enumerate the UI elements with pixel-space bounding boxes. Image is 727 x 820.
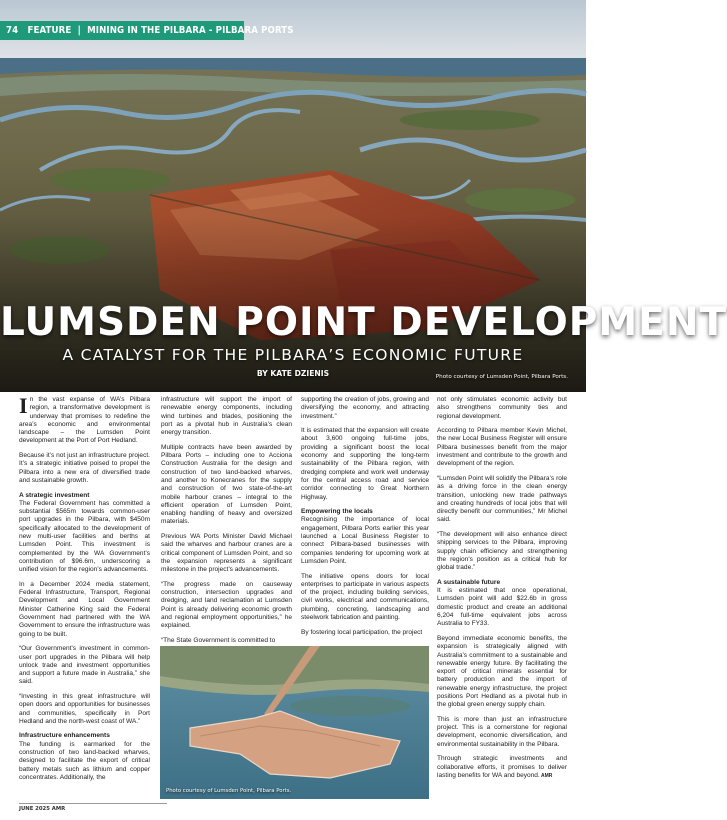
paragraph [301, 396, 429, 421]
paragraph-text: “Our Government’s investment in common-user port upgrades in the Pilbara will help unlock trade and investment opportunities and support a future made in Australia,” she said. [19, 645, 150, 686]
section-header-bar: 74 FEATURE | MINING IN THE PILBARA - PILBARA PORTS [0, 21, 244, 40]
paragraph [301, 573, 429, 623]
paragraph-text: not only stimulates economic activity but also strengthens community ties and regional development. [437, 396, 567, 420]
paragraph-text: It is estimated that the expansion will create about 3,600 ongoing full-time jobs, providing a significant boost the local economy and supporting the long-term sustainability of the Pilbara region, with dredging complete and work well underway for the central access road and service corridor connecting to Great Northern Highway. [301, 427, 429, 501]
byline: BY KATE DZIENIS [256, 369, 330, 378]
paragraph [437, 427, 567, 468]
footer-rule [19, 803, 167, 804]
paragraph [19, 452, 150, 485]
paragraph-text: “The development will also enhance direct shipping services to the Pilbara, improving supply chain efficiency and strengthening the region’s position as a critical hub for global trade.” [437, 531, 567, 572]
subheading: A sustainable future [437, 578, 501, 586]
paragraph-text: “The progress made on causeway construction, intersection upgrades and dredging, and land reclamation at Lumsden Point is already delivering economic growth and regional employment opportunities,” he explained. [161, 580, 292, 630]
paragraph-text: Because it’s not just an infrastructure project. It’s a strategic initiative poised to propel the Pilbara into a new era of diversified trade and sustainable growth. [19, 452, 150, 484]
drop-cap: I [19, 393, 28, 418]
paragraph [161, 533, 292, 574]
paragraph [161, 581, 292, 631]
article-column-2 [161, 396, 292, 652]
paragraph-text: Beyond immediate economic benefits, the expansion is strategically aligned with Australia’s commitment to a sustainable and renewable energy future. By facilitating the export of critical minerals essential for battery production and the import of renewable energy infrastructure, the project positions Port Hedland as a pivotal hub in the global green energy supply chain. [437, 634, 567, 709]
paragraph [161, 396, 292, 437]
paragraph-text: Previous WA Ports Minister David Michael said the wharves and harbour cranes are a critical component of Lumsden Point, and so the expansion represents a significant milestone in the project’s advancements. [161, 533, 292, 574]
paragraph-text: Through strategic investments and collaborative efforts, it promises to deliver lasting benefits for WA and beyond. [437, 755, 567, 779]
article-column-3 [301, 396, 429, 643]
paragraph-text: By fostering local participation, the project [301, 628, 423, 636]
paragraph-text: The Federal Government has committed a substantial $565m towards common-user port upgrades in the Pilbara, with $450m specifically allocated to the development of new multi-user facilities and berths at Lumsden Point. This investment is complemented by the WA Government’s contribution of $96.6m, underscoring a unified vision for the region’s advancements. [19, 499, 150, 574]
paragraph-text: The funding is earmarked for the construction of two land-backed wharves, designed to facilitate the export of critical battery metals such as lithium and copper concentrates. Additionally, the [19, 740, 150, 781]
topic-label: MINING IN THE PILBARA - PILBARA PORTS [87, 25, 294, 36]
paragraph [19, 393, 150, 446]
paragraph [161, 444, 292, 527]
paragraph-text: Multiple contracts have been awarded by Pilbara Ports – including one to Acciona Construction Australia for the design and construction of two land-backed wharves, and another to Konecranes for the supply and construction of two state-of-the-art mobile harbour cranes – integral to the efficient operation of Lumsden Point, enabling handling of heavy and oversized materials. [161, 443, 292, 526]
article-subtitle: A CATALYST FOR THE PILBARA’S ECONOMIC FUTURE [62, 346, 524, 364]
paragraph-text: “The State Government is committed to [161, 636, 276, 644]
paragraph [301, 629, 429, 637]
section-label: FEATURE [27, 25, 72, 36]
paragraph [437, 755, 567, 780]
footer-issue: JUNE 2025 AMR [19, 806, 66, 812]
paragraph [19, 500, 150, 575]
article-title: LUMSDEN POINT DEVELOPMENT [0, 300, 727, 345]
paragraph [19, 741, 150, 782]
paragraph-text: It is estimated that once operational, Lumsden point will add $22.6b in gross domestic product and create an additional 6,204 full-time equivalent jobs across Australia to FY33. [437, 587, 567, 628]
paragraph [19, 693, 150, 726]
paragraph-text: The initiative opens doors for local enterprises to participate in various aspects of the project, including building services, civil works, electrical and communications, plumbing, concreting, landscaping and steelwork fabrication and painting. [301, 572, 429, 622]
paragraph [437, 716, 567, 749]
subheading: Empowering the locals [301, 508, 373, 516]
paragraph-text: supporting the creation of jobs, growing and diversifying the economy, and attracting investment.” [301, 396, 429, 420]
paragraph [19, 645, 150, 686]
end-mark: AMR [539, 772, 553, 779]
paragraph [437, 635, 567, 710]
article-column-4 [437, 396, 567, 787]
paragraph-text: “Lumsden Point will solidify the Pilbara’s role as a driving force in the clean energy transition, unlocking new trade pathways and creating hundreds of local jobs that will directly benefit our communities,” Mr Michel said. [437, 474, 567, 524]
paragraph [301, 516, 429, 566]
paragraph-text: Recognising the importance of local engagement, Pilbara Ports earlier this year launched a Local Business Register to connect Pilbara-based businesses with companies tendering for upcoming work at Lumsden Point. [301, 516, 429, 565]
paragraph-text: n the vast expanse of WA’s Pilbara region, a transformative development is underway that promises to redefine the area’s economic and environmental landscape – the Lumsden Point development at the Port of Port Hedland. [19, 396, 150, 445]
inset-photo [160, 646, 429, 799]
paragraph [437, 531, 567, 572]
paragraph-text: “Investing in this great infrastructure will open doors and opportunities for businesses and communities, specifically in Port Hedland and the north-west coast of WA.” [19, 692, 150, 725]
paragraph-text: In a December 2024 media statement, Federal Infrastructure, Transport, Regional Development and Local Government Minister Catherine King said the Federal Government had partnered with the WA Government to ensure the infrastructure was going to be built. [19, 580, 150, 638]
page-number: 74 [6, 25, 19, 36]
paragraph [19, 581, 150, 639]
hero-photo-credit: Photo courtesy of Lumsden Point, Pilbara Ports. [435, 374, 568, 380]
port-aerial-image [160, 646, 429, 799]
paragraph [437, 475, 567, 525]
subheading: Infrastructure enhancements [19, 732, 110, 740]
inset-photo-credit: Photo courtesy of Lumsden Point, Pilbara Ports. [166, 788, 292, 794]
paragraph-text: According to Pilbara member Kevin Michel, the new Local Business Register will ensure Pilbara businesses benefit from the major investment and contribute to the growth and development of the region. [437, 427, 567, 468]
subheading: A strategic investment [19, 491, 90, 499]
paragraph [161, 637, 292, 645]
paragraph [301, 427, 429, 502]
paragraph-text: This is more than just an infrastructure project. This is a cornerstone for regional development, economic diversification, and environmental sustainability in the Pilbara. [437, 715, 567, 748]
article-column-1 [19, 393, 150, 789]
paragraph-text: infrastructure will support the import of renewable energy components, including wind turbines and blades, positioning the port as a pivotal hub in Australia’s clean energy transition. [161, 396, 292, 437]
paragraph [437, 587, 567, 628]
paragraph [437, 396, 567, 421]
